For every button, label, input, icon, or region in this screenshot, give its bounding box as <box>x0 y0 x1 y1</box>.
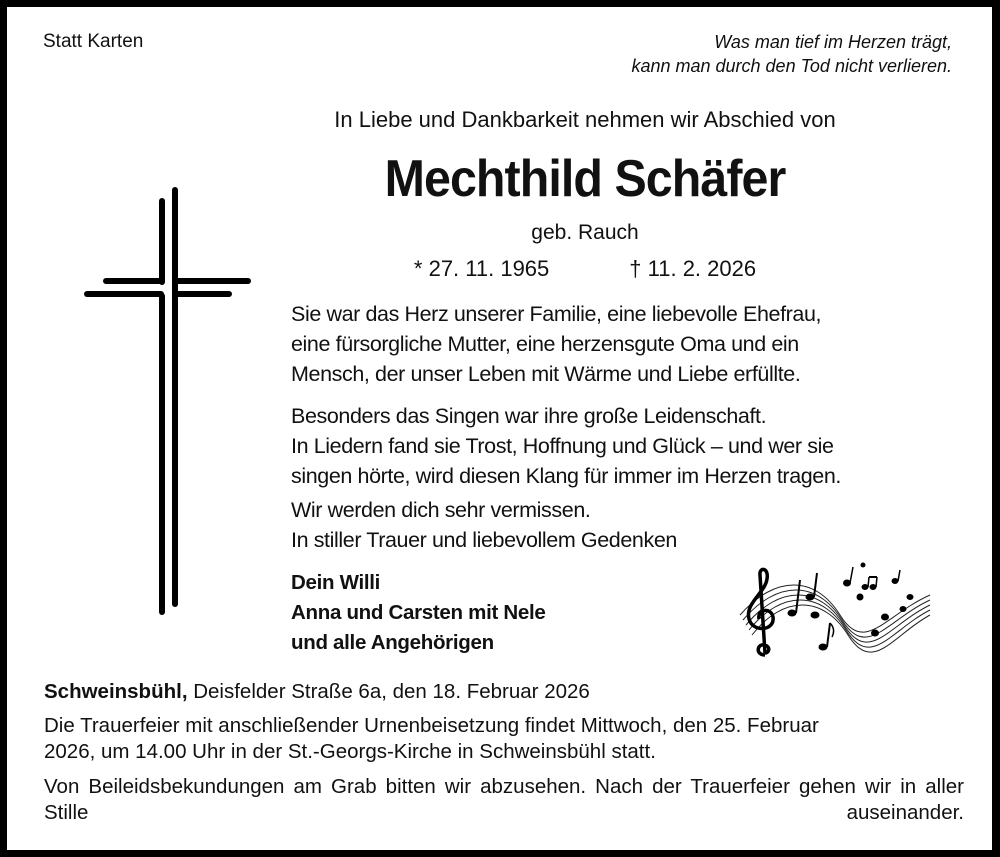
text-line: Sie war das Herz unserer Familie, eine liebevolle Ehefrau, <box>291 302 822 326</box>
condolence-note: Von Beileidsbekundungen am Grab bitten wir abzusehen. Nach der Trauerfeier gehen wir in aller Stille auseinander. <box>44 775 964 824</box>
text-line: In stiller Trauer und liebevollem Gedenken <box>291 528 677 552</box>
signers-list <box>291 568 546 658</box>
tribute-paragraph-2 <box>291 401 841 491</box>
signer: und alle Angehörigen <box>291 631 494 654</box>
treble-clef-music-notes-icon <box>735 555 935 670</box>
statt-karten-label: Statt Karten <box>43 31 144 52</box>
motto-line: kann man durch den Tod nicht verlieren. <box>631 56 952 76</box>
intro-text: In Liebe und Dankbarkeit nehmen wir Abschied von <box>334 107 836 132</box>
text-line: Besonders das Singen war ihre große Leidenschaft. <box>291 404 767 428</box>
tribute-paragraph-3 <box>291 495 677 555</box>
maiden-name: geb. Rauch <box>531 221 639 244</box>
text-line: In Liedern fand sie Trost, Hoffnung und Glück – und wer sie <box>291 434 834 458</box>
ceremony-info <box>44 713 964 765</box>
address-date: Deisfelder Straße 6a, den 18. Februar 2026 <box>187 680 590 703</box>
text-line: Mensch, der unser Leben mit Wärme und Liebe erfüllte. <box>291 362 801 386</box>
birth-date: * 27. 11. 1965 <box>413 256 550 281</box>
place-date-line <box>44 679 964 705</box>
text-line: eine fürsorgliche Mutter, eine herzensgute Oma und ein <box>291 332 799 356</box>
text-line: singen hörte, wird diesen Klang für immer im Herzen tragen. <box>291 464 841 488</box>
signer: Anna und Carsten mit Nele <box>291 601 546 624</box>
life-dates <box>295 256 875 282</box>
death-date: † 11. 2. 2026 <box>629 256 757 281</box>
motto-line: Was man tief im Herzen trägt, <box>714 32 952 52</box>
text-line: Die Trauerfeier mit anschließender Urnenbeisetzung findet Mittwoch, den 25. Februar <box>44 714 819 737</box>
place-name: Schweinsbühl, <box>44 680 188 703</box>
text-line: 2026, um 14.00 Uhr in der St.-Georgs-Kirche in Schweinsbühl statt. <box>44 740 656 763</box>
deceased-name: Mechthild Schäfer <box>384 150 786 208</box>
double-line-cross-icon <box>77 182 257 627</box>
text-line: Wir werden dich sehr vermissen. <box>291 498 591 522</box>
motto-quote <box>631 30 952 78</box>
signer: Dein Willi <box>291 571 381 594</box>
tribute-paragraph-1 <box>291 299 821 389</box>
